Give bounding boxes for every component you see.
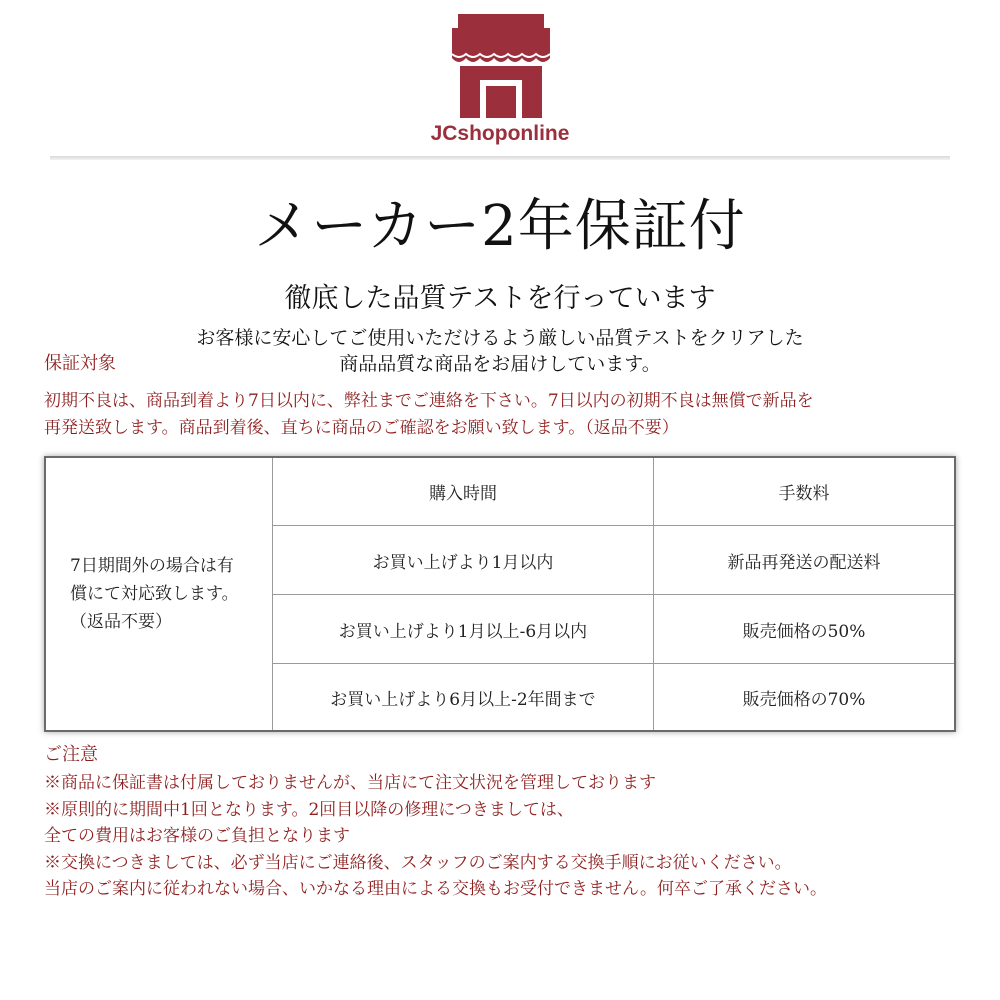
table-row (273, 526, 954, 595)
caution-line: 全ての費用はお客様のご負担となります (44, 826, 350, 846)
table-row (273, 595, 954, 664)
shop-storefront-icon (452, 14, 550, 118)
caution-line: ※商品に保証書は付属しておりませんが、当店にて注文状況を管理しております (44, 773, 656, 793)
warranty-fee-table (44, 456, 956, 732)
caution-notes (44, 740, 964, 903)
table-cell-period: お買い上げより1月以内 (273, 526, 654, 594)
table-cell-fee: 販売価格の50% (742, 621, 866, 642)
page-subtitle: 徹底した品質テストを行っています (284, 283, 716, 314)
notice-line: 再発送致します。商品到着後、直ちに商品のご確認をお願い致します。（返品不要） (44, 418, 679, 438)
header-fee: 手数料 (778, 484, 830, 504)
description-line: お客様に安心してご使用いただけるよう厳しい品質テストをクリアした (196, 327, 804, 349)
notice-line: 初期不良は、商品到着より7日以内に、弊社までご連絡を下さい。7日以内の初期不良は無償で新品を (44, 391, 814, 411)
table-cell-fee: 販売価格の70% (742, 689, 866, 710)
table-cell-fee: 新品再発送の配送料 (727, 552, 881, 573)
left-cell-line: （返品不要） (70, 612, 172, 632)
table-cell-period: お買い上げより1月以上-6月以内 (273, 595, 654, 663)
description-line: 商品品質な商品をお届けしています。 (339, 353, 661, 375)
warranty-notice (44, 388, 954, 442)
brand-name: JCshoponline (430, 122, 570, 145)
table-cell-period: お買い上げより6月以上-2年間まで (273, 664, 654, 730)
table-left-cell (46, 458, 273, 730)
caution-label: ご注意 (44, 744, 98, 765)
left-cell-line: 償にて対応致します。 (70, 584, 239, 604)
caution-line: 当店のご案内に従われない場合、いかなる理由による交換もお受付できません。何卒ご了承ください。 (44, 879, 828, 899)
header-divider (50, 156, 950, 160)
page-title: メーカー2年保証付 (254, 194, 746, 259)
table-header-row (273, 458, 954, 526)
header-purchase-time: 購入時間 (273, 458, 654, 525)
caution-line: ※原則的に期間中1回となります。2回目以降の修理につきましては、 (44, 799, 574, 820)
section-label-warranty: 保証対象 (44, 353, 116, 374)
caution-line: ※交換につきましては、必ず当店にご連絡後、スタッフのご案内する交換手順にお従いください。 (44, 852, 792, 873)
left-cell-line: 7日期間外の場合は有 (70, 556, 234, 576)
table-row (273, 664, 954, 730)
